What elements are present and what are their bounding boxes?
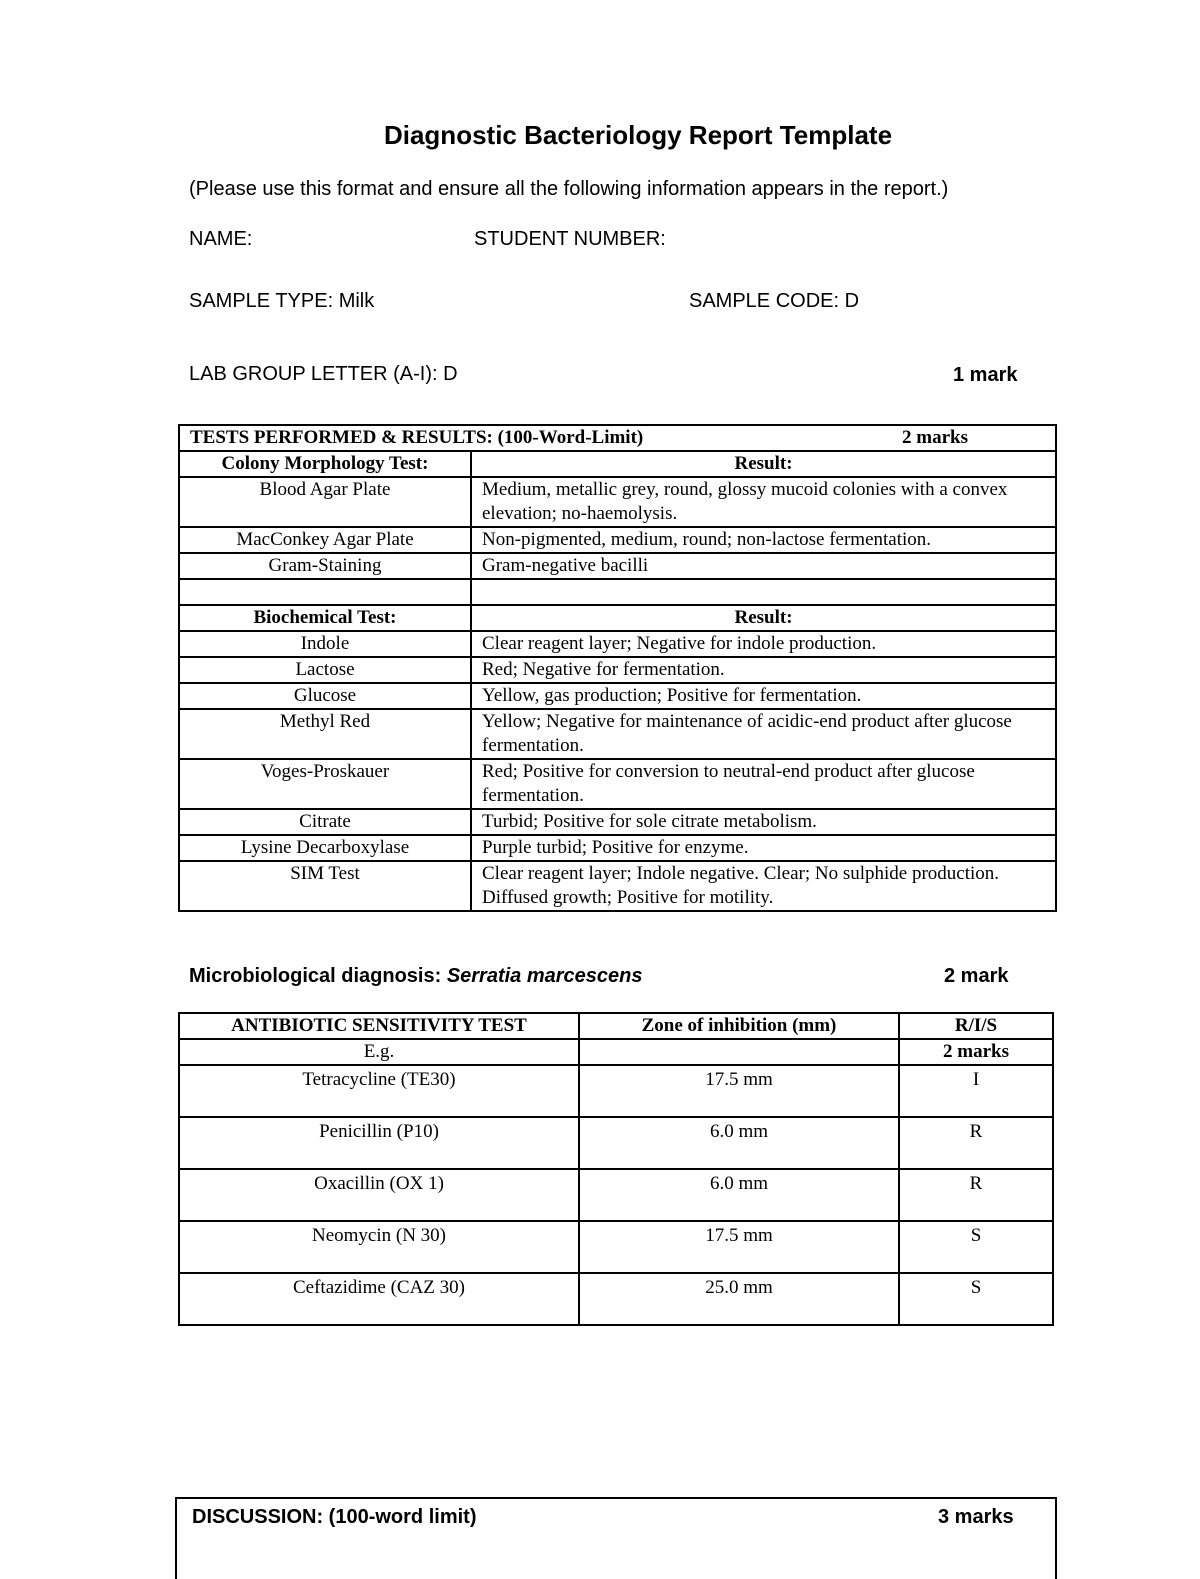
empty-cell xyxy=(579,1039,899,1065)
antibiotic-name: Tetracycline (TE30) xyxy=(179,1065,579,1117)
test-result: Yellow; Negative for maintenance of acidic-end product after glucose fermentation. xyxy=(471,709,1056,759)
test-result: Red; Negative for fermentation. xyxy=(471,657,1056,683)
instructions-text: (Please use this format and ensure all the following information appears in the report.) xyxy=(189,178,949,200)
zone-value: 17.5 mm xyxy=(579,1065,899,1117)
empty-cell xyxy=(471,579,1056,605)
discussion-label: DISCUSSION: (100-word limit) xyxy=(192,1506,477,1528)
test-name: Lactose xyxy=(179,657,471,683)
table-row xyxy=(179,1065,1053,1117)
ris-value: I xyxy=(899,1065,1053,1117)
test-name: SIM Test xyxy=(179,861,471,911)
diagnosis-mark: 2 mark xyxy=(944,965,1009,987)
zone-value: 17.5 mm xyxy=(579,1221,899,1273)
table-row xyxy=(179,1117,1053,1169)
test-name: Glucose xyxy=(179,683,471,709)
diagnosis-line xyxy=(189,965,643,988)
table-row xyxy=(179,759,1056,809)
test-name: Lysine Decarboxylase xyxy=(179,835,471,861)
colony-result-header: Result: xyxy=(471,451,1056,477)
table-row xyxy=(179,553,1056,579)
empty-row xyxy=(179,579,1056,605)
biochem-result-header: Result: xyxy=(471,605,1056,631)
tests-marks: 2 marks xyxy=(902,427,968,448)
ris-col-header: R/I/S xyxy=(899,1013,1053,1039)
test-result: Gram-negative bacilli xyxy=(471,553,1056,579)
antibiotic-table xyxy=(178,1012,1054,1326)
tests-title-row xyxy=(179,425,1056,451)
table-row xyxy=(179,1273,1053,1325)
table-row xyxy=(179,1169,1053,1221)
zone-col-header: Zone of inhibition (mm) xyxy=(579,1013,899,1039)
table-row xyxy=(179,861,1056,911)
name-label: NAME: xyxy=(189,228,253,250)
zone-value: 6.0 mm xyxy=(579,1117,899,1169)
test-name: Blood Agar Plate xyxy=(179,477,471,527)
colony-header-row xyxy=(179,451,1056,477)
table-row xyxy=(179,683,1056,709)
test-result: Red; Positive for conversion to neutral-end product after glucose fermentation. xyxy=(471,759,1056,809)
antibiotic-marks: 2 marks xyxy=(899,1039,1053,1065)
test-name: Indole xyxy=(179,631,471,657)
lab-group-mark: 1 mark xyxy=(953,364,1018,386)
student-number-label: STUDENT NUMBER: xyxy=(474,228,666,250)
diagnosis-label: Microbiological diagnosis: xyxy=(189,965,447,987)
zone-value: 25.0 mm xyxy=(579,1273,899,1325)
table-row xyxy=(179,809,1056,835)
test-result: Yellow, gas production; Positive for fermentation. xyxy=(471,683,1056,709)
test-name: Gram-Staining xyxy=(179,553,471,579)
table-row xyxy=(179,709,1056,759)
colony-header: Colony Morphology Test: xyxy=(179,451,471,477)
antibiotic-name: Penicillin (P10) xyxy=(179,1117,579,1169)
tests-title: TESTS PERFORMED & RESULTS: (100-Word-Limit) xyxy=(190,427,644,448)
test-result: Non-pigmented, medium, round; non-lactose fermentation. xyxy=(471,527,1056,553)
empty-cell xyxy=(179,579,471,605)
table-row xyxy=(179,657,1056,683)
ris-value: S xyxy=(899,1273,1053,1325)
discussion-mark: 3 marks xyxy=(938,1506,1014,1528)
example-row xyxy=(179,1039,1053,1065)
test-name: MacConkey Agar Plate xyxy=(179,527,471,553)
ris-value: R xyxy=(899,1117,1053,1169)
zone-value: 6.0 mm xyxy=(579,1169,899,1221)
antibiotic-name: Neomycin (N 30) xyxy=(179,1221,579,1273)
antibiotic-col-header: ANTIBIOTIC SENSITIVITY TEST xyxy=(179,1013,579,1039)
test-result: Turbid; Positive for sole citrate metabolism. xyxy=(471,809,1056,835)
table-row xyxy=(179,1221,1053,1273)
test-name: Methyl Red xyxy=(179,709,471,759)
test-result: Medium, metallic grey, round, glossy mucoid colonies with a convex elevation; no-haemolysis. xyxy=(471,477,1056,527)
lab-group-label: LAB GROUP LETTER (A-I): D xyxy=(189,363,458,385)
antibiotic-name: Oxacillin (OX 1) xyxy=(179,1169,579,1221)
tests-results-table xyxy=(178,424,1057,912)
ris-value: S xyxy=(899,1221,1053,1273)
table-row xyxy=(179,477,1056,527)
sample-type-label: SAMPLE TYPE: Milk xyxy=(189,290,375,312)
biochem-header-row xyxy=(179,605,1056,631)
biochem-header: Biochemical Test: xyxy=(179,605,471,631)
table-row xyxy=(179,835,1056,861)
example-label: E.g. xyxy=(179,1039,579,1065)
test-name: Citrate xyxy=(179,809,471,835)
diagnosis-organism: Serratia marcescens xyxy=(446,965,643,987)
antibiotic-header-row xyxy=(179,1013,1053,1039)
sample-code-label: SAMPLE CODE: D xyxy=(689,290,860,312)
test-name: Voges-Proskauer xyxy=(179,759,471,809)
ris-value: R xyxy=(899,1169,1053,1221)
test-result: Clear reagent layer; Indole negative. Clear; No sulphide production. Diffused growth; Positive for motility. xyxy=(471,861,1056,911)
test-result: Purple turbid; Positive for enzyme. xyxy=(471,835,1056,861)
tests-title-cell xyxy=(179,425,1056,451)
antibiotic-name: Ceftazidime (CAZ 30) xyxy=(179,1273,579,1325)
test-result: Clear reagent layer; Negative for indole production. xyxy=(471,631,1056,657)
table-row xyxy=(179,631,1056,657)
table-row xyxy=(179,527,1056,553)
page-title: Diagnostic Bacteriology Report Template xyxy=(383,120,893,150)
